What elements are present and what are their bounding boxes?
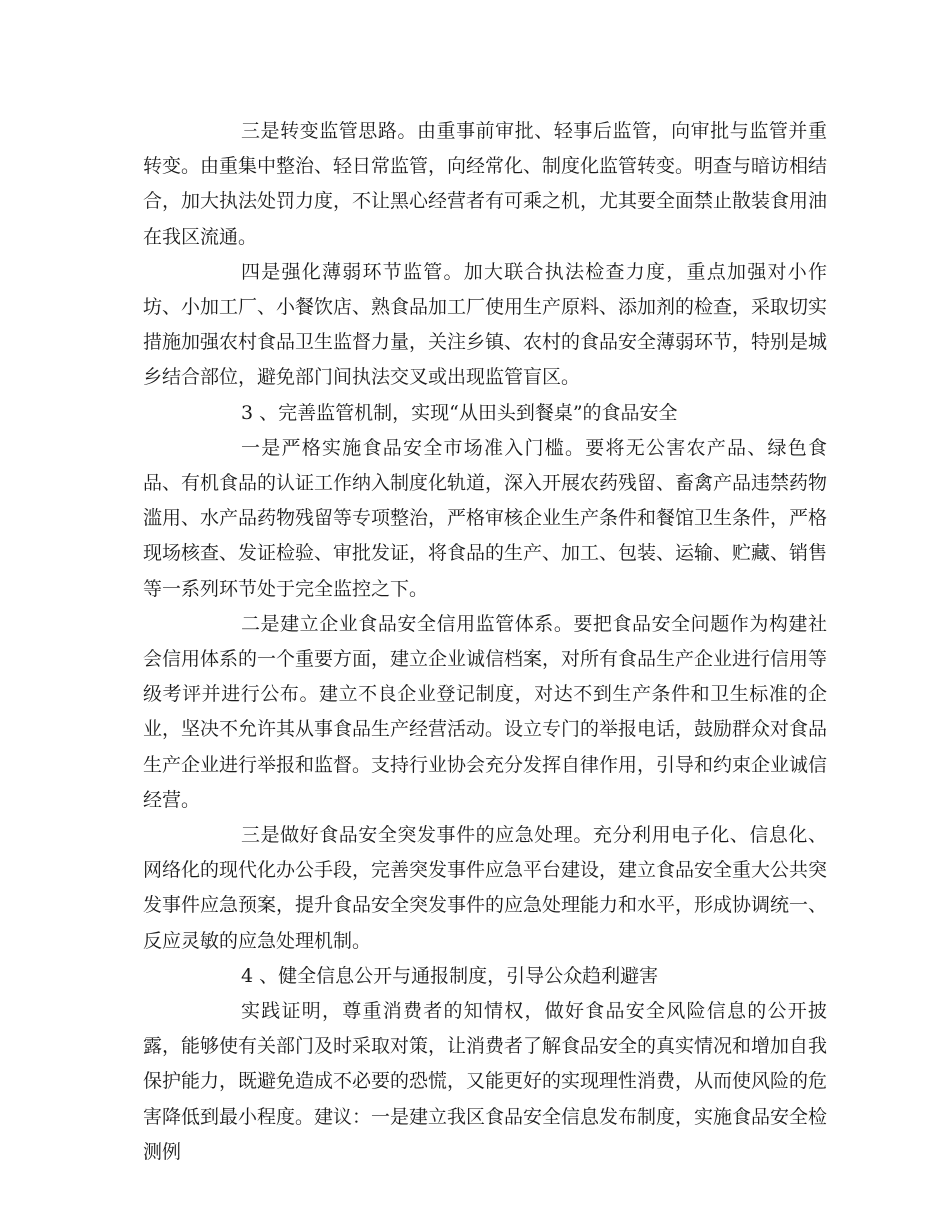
section-heading-4: 4 、健全信息公开与通报制度，引导公众趋利避害 <box>241 964 659 987</box>
paragraph-weak-links: 四是强化薄弱环节监管。加大联合执法检查力度，重点加强对小作坊、小加工厂、小餐饮店、熟食品加工厂使用生产原料、添加剂的检查，采取切实措施加强农村食品卫生监督力量，关注乡镇、农村的食品安全薄弱环节，特别是城乡结合部位，避免部门间执法交叉或出现监管盲区。 <box>143 260 828 389</box>
paragraph-credit-system: 二是建立企业食品安全信用监管体系。要把食品安全问题作为构建社会信用体系的一个重要方面，建立企业诚信档案，对所有食品生产企业进行信用等级考评并进行公布。建立不良企业登记制度，对达不到生产条件和卫生标准的企业，坚决不允许其从事食品生产经营活动。设立专门的举报电话，鼓励群众对食品生产企业进行举报和监督。支持行业协会充分发挥自律作用，引导和约束企业诚信经营。 <box>143 612 828 811</box>
paragraph-supervision-approach: 三是转变监管思路。由重事前审批、轻事后监管，向审批与监管并重转变。由重集中整治、轻日常监管，向经常化、制度化监管转变。明查与暗访相结合，加大执法处罚力度，不让黑心经营者有可乘之机，尤其要全面禁止散装食用油在我区流通。 <box>143 120 828 248</box>
section-heading-3: 3 、完善监管机制，实现“从田头到餐桌”的食品安全 <box>241 401 678 424</box>
document-body <box>143 114 827 1170</box>
paragraph-information-disclosure: 实践证明，尊重消费者的知情权，做好食品安全风险信息的公开披露，能够使有关部门及时采取对策，让消费者了解食品安全的真实情况和增加自我保护能力，既避免造成不必要的恐慌，又能更好的实现理性消费，从而使风险的危害降低到最小程度。建议：一是建立我区食品安全信息发布制度，实施食品安全检测例 <box>143 1000 828 1163</box>
paragraph-market-access: 一是严格实施食品安全市场准入门槛。要将无公害农产品、绿色食品、有机食品的认证工作纳入制度化轨道，深入开展农药残留、畜禽产品违禁药物滥用、水产品药物残留等专项整治，严格审核企业生产条件和餐馆卫生条件，严格现场核查、发证检验、审批发证，将食品的生产、加工、包装、运输、贮藏、销售等一系列环节处于完全监控之下。 <box>143 436 828 600</box>
paragraph-emergency-response: 三是做好食品安全突发事件的应急处理。充分利用电子化、信息化、网络化的现代化办公手段，完善突发事件应急平台建设，建立食品安全重大公共突发事件应急预案，提升食品安全突发事件的应急处理能力和水平，形成协调统一、反应灵敏的应急处理机制。 <box>143 824 828 952</box>
